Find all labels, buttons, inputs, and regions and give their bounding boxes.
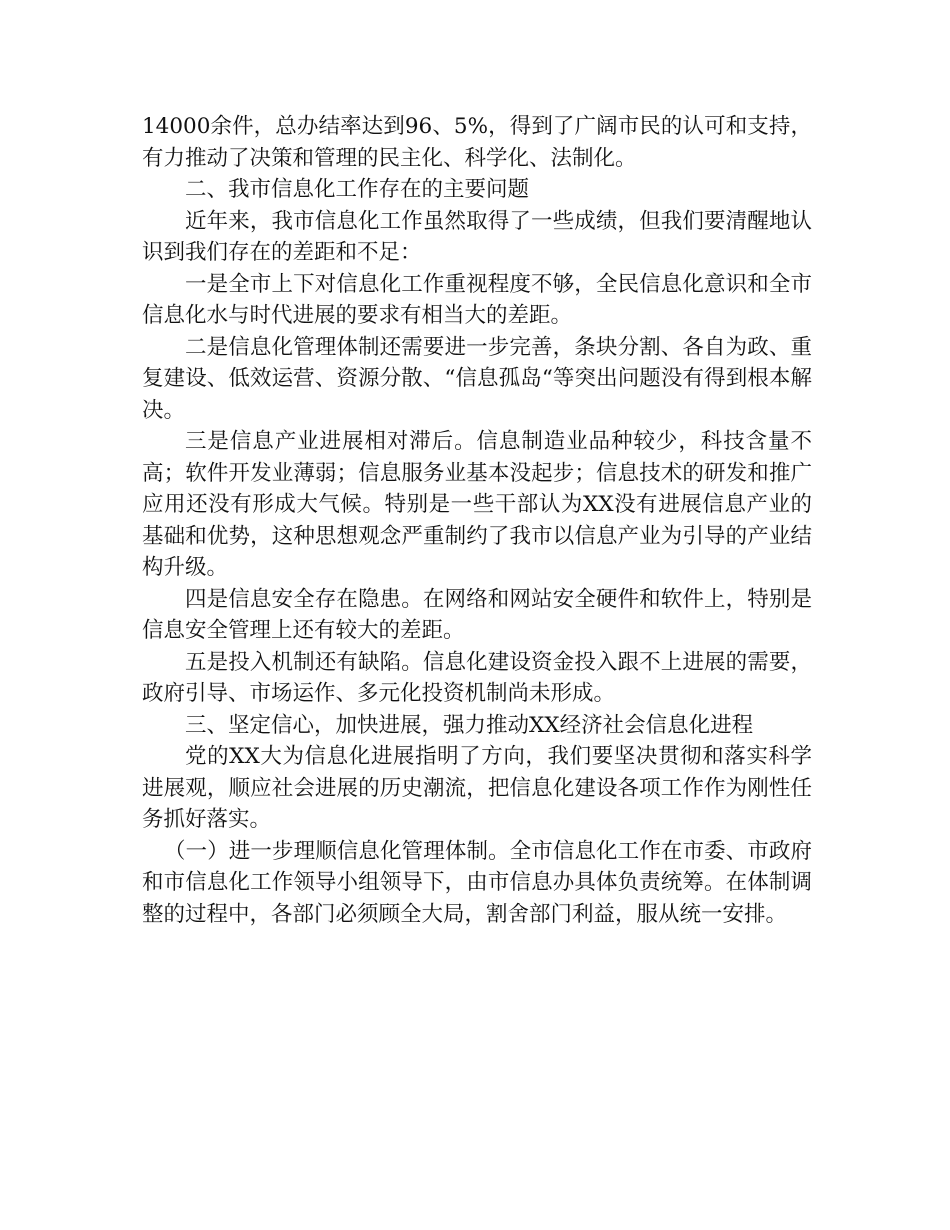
paragraph: 近年来，我市信息化工作虽然取得了一些成绩，但我们要清醒地认识到我们存在的差距和不足： (142, 208, 812, 265)
paragraph-continuation: 14000余件，总办结率达到96、5%，得到了广阔市民的认可和支持，有力推动了决策和管理的民主化、科学化、法制化。 (142, 114, 812, 171)
paragraph: 一是全市上下对信息化工作重视程度不够，全民信息化意识和全市信息化水与时代进展的要求有相当大的差距。 (142, 271, 812, 328)
paragraph: 党的XX大为信息化进展指明了方向，我们要坚决贯彻和落实科学进展观，顺应社会进展的历史潮流，把信息化建设各项工作作为刚性任务抓好落实。 (142, 744, 812, 832)
paragraph: 三是信息产业进展相对滞后。信息制造业品种较少，科技含量不高；软件开发业薄弱；信息服务业基本没起步；信息技术的研发和推广应用还没有形成大气候。特别是一些干部认为XX没有进展信息产业的基础和优势，这种思想观念严重制约了我市以信息产业为引导的产业结构升级。 (142, 429, 812, 580)
paragraph: 四是信息安全存在隐患。在网络和网站安全硬件和软件上，特别是信息安全管理上还有较大的差距。 (142, 586, 812, 643)
document-body (142, 111, 812, 930)
paragraph: 五是投入机制还有缺陷。信息化建设资金投入跟不上进展的需要，政府引导、市场运作、多元化投资机制尚未形成。 (142, 649, 812, 706)
subsection-paragraph: （一）进一步理顺信息化管理体制。全市信息化工作在市委、市政府和市信息化工作领导小组领导下，由市信息办具体负责统筹。在体制调整的过程中，各部门必须顾全大局，割舍部门利益，服从统一安排。 (142, 838, 812, 927)
section-heading-2: 二、我市信息化工作存在的主要问题 (185, 177, 530, 202)
section-heading-3: 三、坚定信心，加快进展，强力推动XX经济社会信息化进程 (185, 712, 754, 738)
paragraph: 二是信息化管理体制还需要进一步完善，条块分割、各自为政、重复建设、低效运营、资源分散、“信息孤岛“等突出问题没有得到根本解决。 (142, 334, 812, 423)
